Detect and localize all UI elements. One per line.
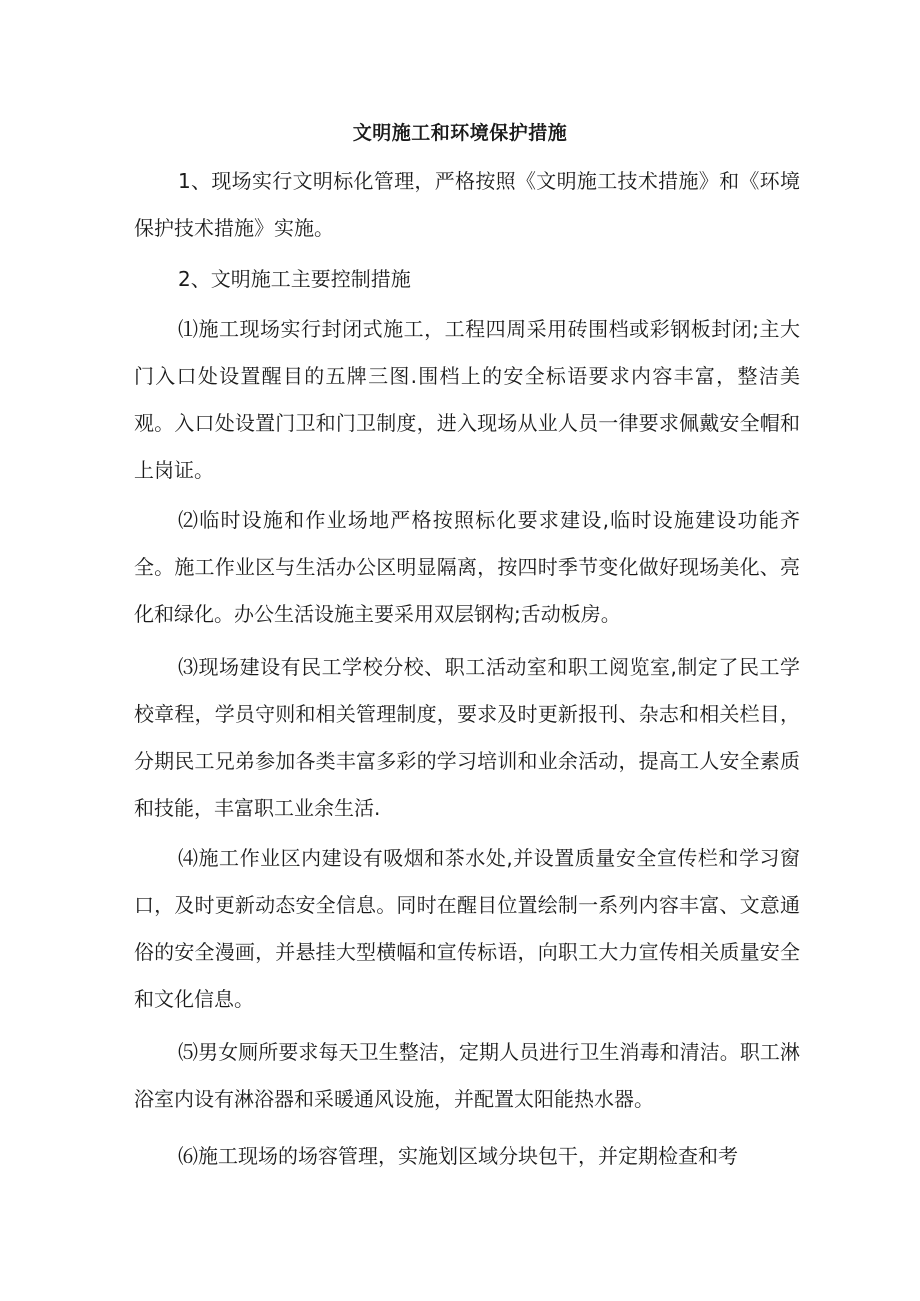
paragraph-item-6-site-management: ⑹施工现场的场容管理，实施划区域分块包干，并定期检查和考 xyxy=(178,1144,738,1168)
paragraph-item-4-smoking-area: ⑷施工作业区内建设有吸烟和茶水处,并设置质量安全宣传栏和学习窗口，及时更新动态安全信息。同时在醒目位置绘制一系列内容丰富、文意通俗的安全漫画，并悬挂大型横幅和宣传标语，向职工大力宣传相关质量安全和文化信息。 xyxy=(134,846,800,1011)
paragraph-main-control-measures: 2、文明施工主要控制措施 xyxy=(178,267,411,291)
paragraph-item-1-enclosure: ⑴施工现场实行封闭式施工，工程四周采用砖围档或彩钢板封闭;主大门入口处设置醒目的五牌三图.围档上的安全标语要求内容丰富，整洁美观。入口处设置门卫和门卫制度，进入现场从业人员一律要求佩戴安全帽和上岗证。 xyxy=(134,317,800,482)
paragraph-item-3-worker-school: ⑶现场建设有民工学校分校、职工活动室和职工阅览室,制定了民工学校章程，学员守则和相关管理制度，要求及时更新报刊、杂志和相关栏目，分期民工兄弟参加各类丰富多彩的学习培训和业余活动，提高工人安全素质和技能，丰富职工业余生活. xyxy=(134,655,800,820)
document-title: 文明施工和环境保护措施 xyxy=(352,122,568,144)
paragraph-item-5-toilets: ⑸男女厕所要求每天卫生整洁，定期人员进行卫生消毒和清洁。职工淋浴室内设有淋浴器和采暖通风设施，并配置太阳能热水器。 xyxy=(134,1040,800,1111)
paragraph-implementation: 1、现场实行文明标化管理，严格按照《文明施工技术措施》和《环境保护技术措施》实施。 xyxy=(134,169,800,240)
paragraph-item-2-temporary-facilities: ⑵临时设施和作业场地严格按照标化要求建设,临时设施建设功能齐全。施工作业区与生活办公区明显隔离，按四时季节变化做好现场美化、亮化和绿化。办公生活设施主要采用双层钢构;舌动板房。 xyxy=(134,508,800,626)
